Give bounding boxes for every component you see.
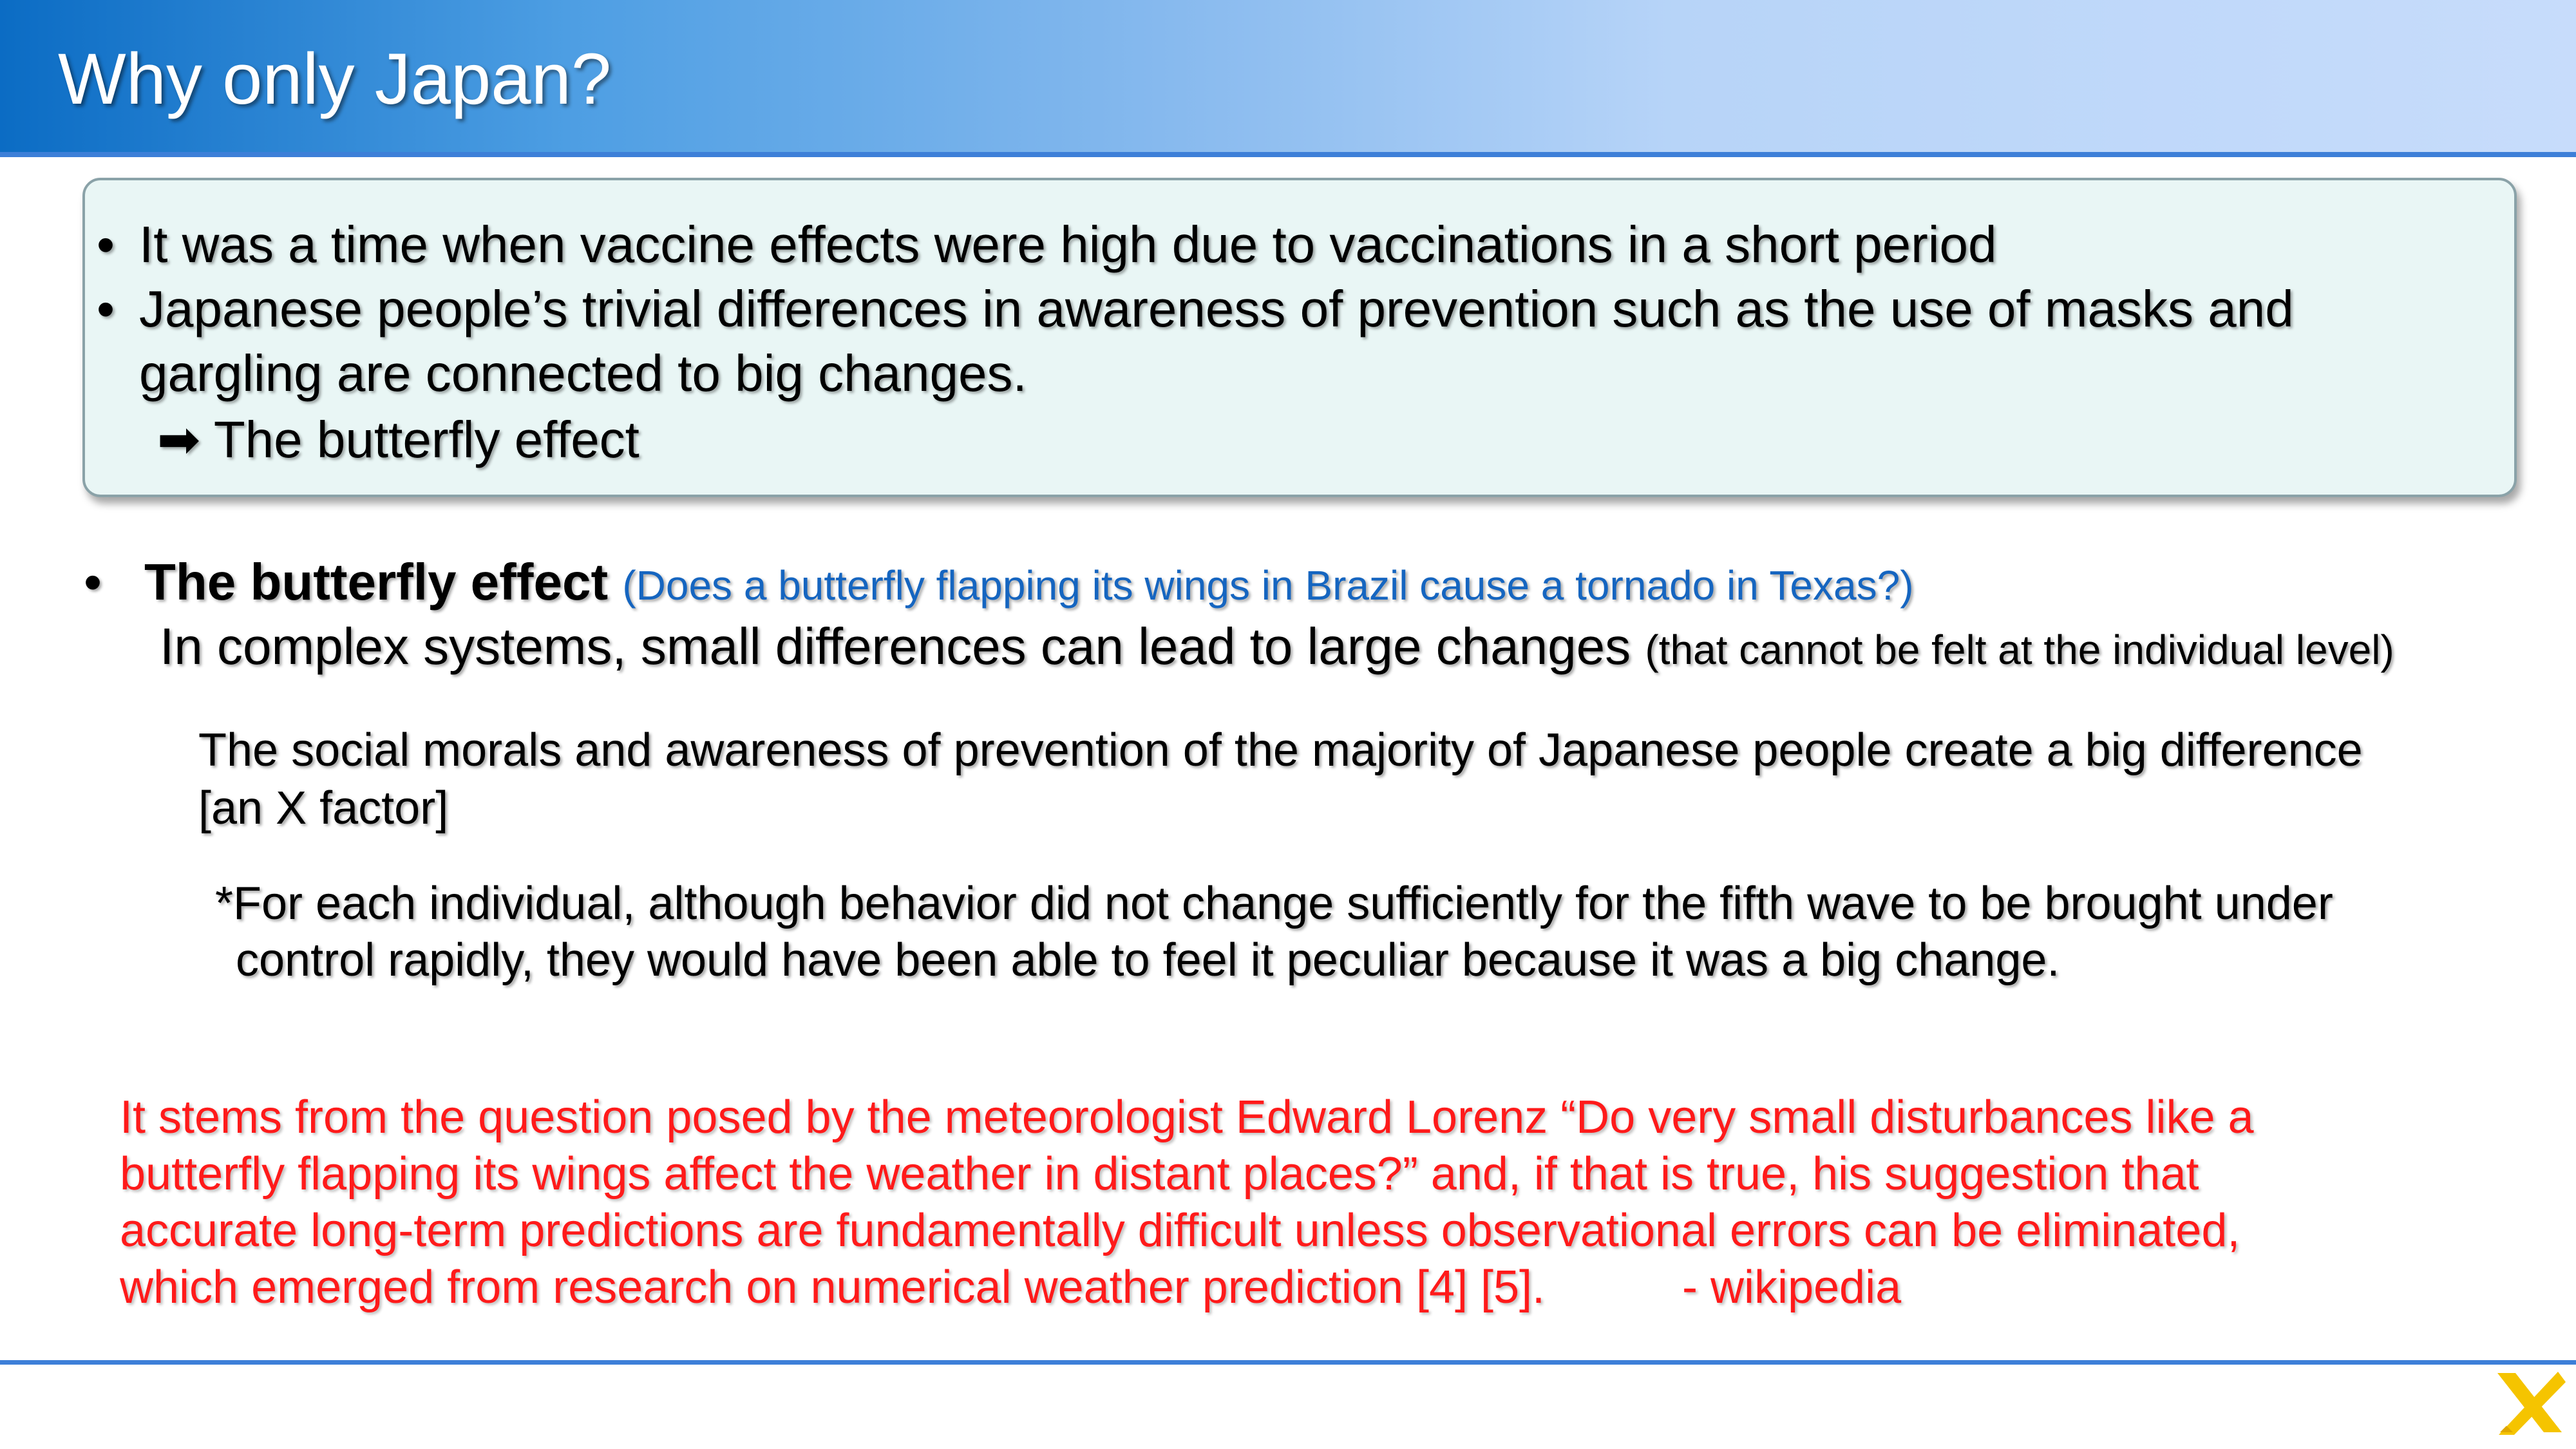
lorenz-quote-line-3: accurate long-term predictions are fundamentally difficult unless observational errors can be eliminated, <box>120 1205 2240 1256</box>
lorenz-quote-line-2: butterfly flapping its wings affect the weather in distant places?” and, if that is true, his suggestion that <box>120 1148 2199 1200</box>
callout-butterfly-text: The butterfly effect <box>213 411 639 468</box>
quote-source: - wikipedia <box>1682 1262 1902 1313</box>
butterfly-heading-note: (Does a butterfly flapping its wings in Brazil cause a tornado in Texas?) <box>622 562 1914 609</box>
title-divider <box>0 152 2576 157</box>
bullet-marker: • <box>97 216 115 273</box>
butterfly-definition-line <box>160 617 2394 676</box>
social-morals-line: The social morals and awareness of prevention of the majority of Japanese people create a big difference <box>198 724 2363 776</box>
butterfly-definition-note: (that cannot be felt at the individual level) <box>1645 627 2394 673</box>
callout-line-awareness-cont: gargling are connected to big changes. <box>139 345 1027 402</box>
individual-note-line-cont: control rapidly, they would have been able to feel it peculiar because it was a big change. <box>236 934 2060 986</box>
right-arrow-icon: ➡ <box>157 411 201 468</box>
footer-divider <box>0 1360 2576 1365</box>
callout-line-awareness: Japanese people’s trivial differences in awareness of prevention such as the use of masks and <box>139 280 2294 337</box>
lorenz-quote-line-4: which emerged from research on numerical weather prediction [4] [5]. <box>120 1262 1546 1313</box>
callout-line-vaccine: It was a time when vaccine effects were high due to vaccinations in a short period <box>139 216 1997 273</box>
butterfly-heading: The butterfly effect <box>144 553 609 611</box>
bullet-marker: • <box>84 553 102 611</box>
butterfly-heading-line <box>144 553 1914 612</box>
bullet-marker: • <box>97 280 115 337</box>
lorenz-quote-line-1: It stems from the question posed by the meteorologist Edward Lorenz “Do very small disturbances like a <box>120 1092 2254 1143</box>
callout-line-butterfly <box>157 410 639 469</box>
social-morals-line-cont: [an X factor] <box>198 782 449 834</box>
yellow-x-logo <box>2491 1368 2568 1439</box>
individual-note-line: *For each individual, although behavior did not change sufficiently for the fifth wave to be brought under <box>215 878 2333 929</box>
slide-title: Why only Japan? <box>58 39 612 119</box>
butterfly-definition: In complex systems, small differences can lead to large changes <box>160 618 1631 675</box>
